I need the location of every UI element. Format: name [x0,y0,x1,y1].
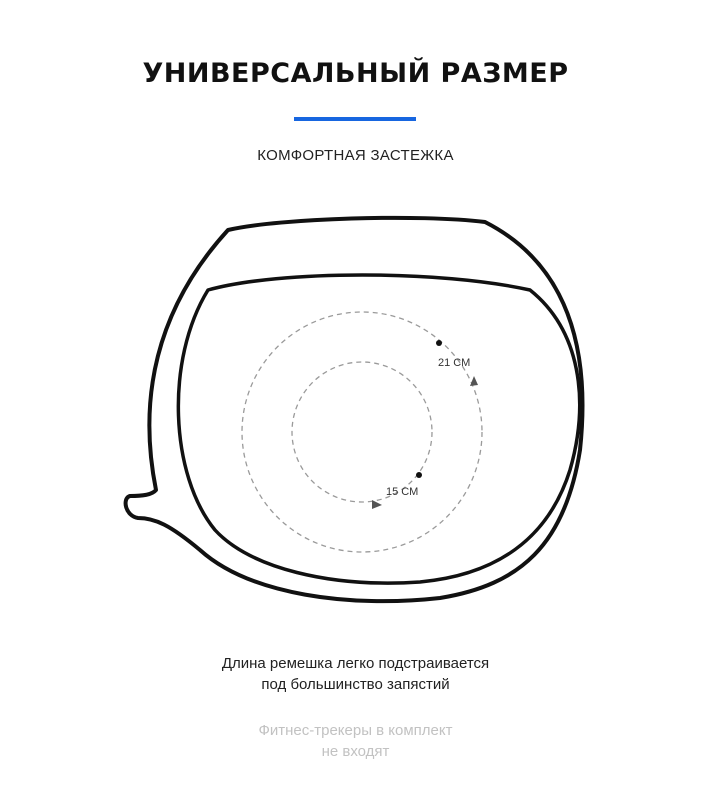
page-subtitle: КОМФОРТНАЯ ЗАСТЕЖКА [257,147,454,164]
disclaimer-note [0,720,711,762]
outer-size-marker-icon [436,340,442,346]
outer-dashed-circle-icon [242,312,482,552]
title-accent-divider [294,117,416,121]
outer-size-label: 21 СМ [438,357,471,369]
outer-arrow-icon [470,376,478,386]
description-text [0,653,711,695]
page-title: УНИВЕРСАЛЬНЫЙ РАЗМЕР [142,58,569,89]
note-line-2: не входят [321,743,390,760]
inner-arrow-icon [372,500,382,509]
description-line-2: под большинство запястий [261,676,450,693]
strap-size-illustration [100,200,620,620]
description-line-1: Длина ремешка легко подстраивается [221,655,490,672]
inner-dashed-circle-icon [292,362,432,502]
inner-size-marker-icon [416,472,422,478]
inner-size-label: 15 СМ [386,486,419,498]
strap-inner-outline-icon [178,275,579,583]
note-line-1: Фитнес-трекеры в комплект [258,722,453,739]
